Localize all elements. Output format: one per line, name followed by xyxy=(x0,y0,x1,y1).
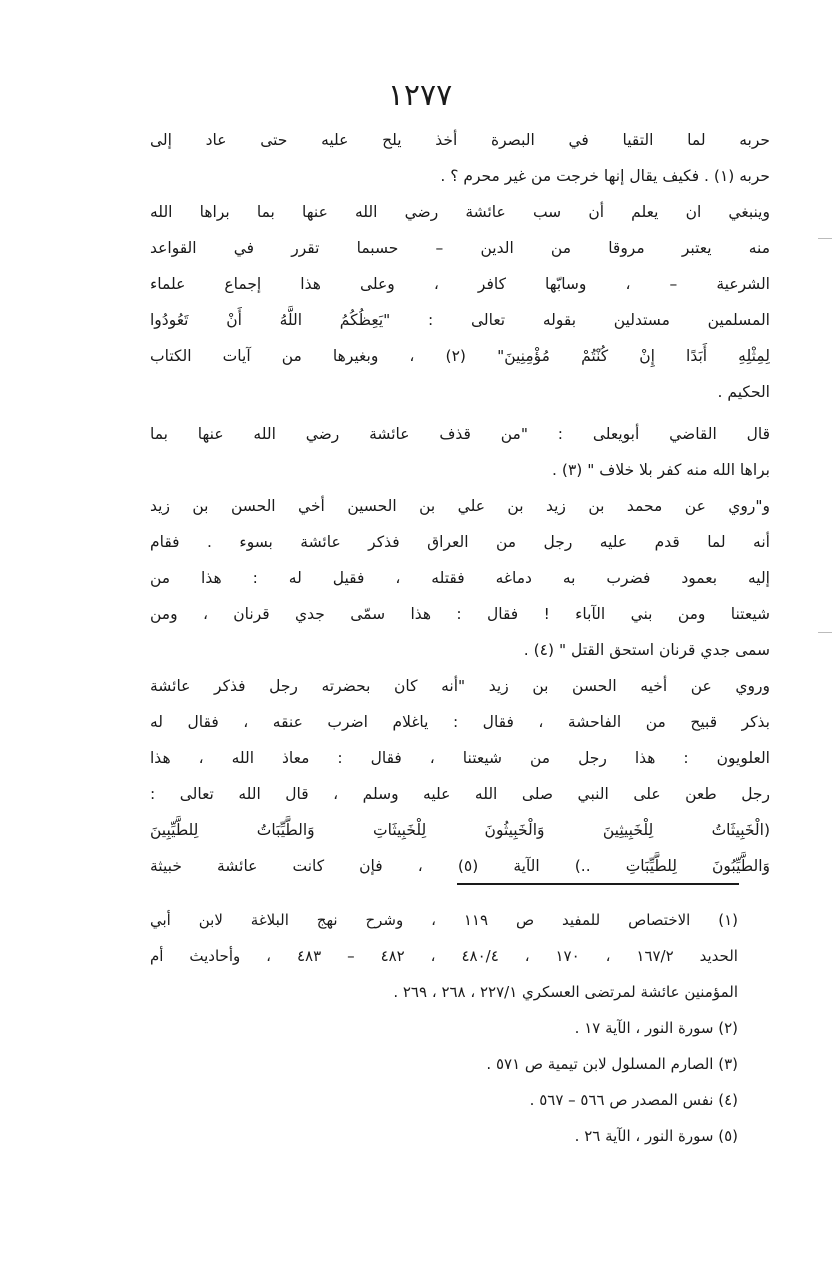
footnote-separator xyxy=(457,883,739,885)
text-line: الحكيم . xyxy=(717,383,770,401)
text-line: حربه (١) . فكيف يقال إنها خرجت من غير محرم ؟ . xyxy=(440,167,770,185)
main-text xyxy=(150,122,770,884)
footnote-line: (١) الاختصاص للمفيد ص ١١٩ ، وشرح نهج البلاغة لابن أبي xyxy=(150,911,738,929)
footnote-line: (٣) الصارم المسلول لابن تيمية ص ٥٧١ . xyxy=(486,1055,738,1073)
text-line: العلويون : هذا رجل من شيعتنا ، فقال : معاذ الله ، هذا xyxy=(150,749,770,767)
scan-artifact xyxy=(818,632,832,633)
quran-verse-line: (الْخَبِيثَاتُ لِلْخَبِيثِينَ وَالْخَبِيثُونَ لِلْخَبِيثَاتِ وَالطَّيِّبَاتُ لِلطَّيِّبِينَ xyxy=(150,821,770,839)
text-line: منه يعتبر مروقا من الدين – حسبما تقرر في القواعد xyxy=(150,239,770,257)
text-line: براها الله منه كفر بلا خلاف " (٣) . xyxy=(552,461,770,479)
text-line: الشرعية – ، وسابّها كافر ، وعلى هذا إجماع علماء xyxy=(150,275,770,293)
quran-verse-line: وَالطَّيِّبُونَ لِلطَّيِّبَاتِ ..) الآية (٥) ، فإن كانت عائشة خبيثة xyxy=(150,857,770,875)
text-line: قال القاضي أبويعلى : "من قذف عائشة رضي الله عنها بما xyxy=(150,425,770,443)
text-line: بذكر قبيح من الفاحشة ، فقال : ياغلام اضرب عنقه ، فقال له xyxy=(150,713,770,731)
text-line: وينبغي ان يعلم أن سب عائشة رضي الله عنها بما براها الله xyxy=(150,203,770,221)
scan-artifact xyxy=(818,238,832,239)
footnote-line: الحديد ١٦٧/٢ ، ١٧٠ ، ٤٨٠/٤ ، ٤٨٢ – ٤٨٣ ، وأحاديث أم xyxy=(150,947,738,965)
footnote-line: (٢) سورة النور ، الآية ١٧ . xyxy=(574,1019,738,1037)
text-line: رجل طعن على النبي صلى الله عليه وسلم ، قال الله تعالى : xyxy=(150,785,770,803)
text-line: وروي عن أخيه الحسن بن زيد "أنه كان بحضرته رجل فذكر عائشة xyxy=(150,677,770,695)
text-line: لِمِثْلِهِ أَبَدًا إِنْ كُنْتُمْ مُؤْمِنِينَ" (٢) ، وبغيرها من آيات الكتاب xyxy=(150,347,770,365)
text-line: سمى جدي قرنان استحق القتل " (٤) . xyxy=(523,641,770,659)
footnote-line: (٥) سورة النور ، الآية ٢٦ . xyxy=(574,1127,738,1145)
footnotes xyxy=(150,902,738,1154)
text-line: و"روي عن محمد بن زيد بن علي بن الحسين أخي الحسن بن زيد xyxy=(150,497,770,515)
text-line: إليه بعمود فضرب به دماغه فقتله ، فقيل له : هذا من xyxy=(150,569,770,587)
text-line: أنه لما قدم عليه رجل من العراق فذكر عائشة بسوء . فقام xyxy=(150,533,770,551)
text-line: حربه لما التقيا في البصرة أخذ يلح عليه حتى عاد إلى xyxy=(150,131,770,149)
text-line: شيعتنا ومن بني الآباء ! فقال : هذا سمّى جدي قرنان ، ومن xyxy=(150,605,770,623)
text-line: المسلمين مستدلين بقوله تعالى : "يَعِظُكُمُ اللَّهُ أَنْ تَعُودُوا xyxy=(150,311,770,329)
page-number: ١٢٧٧ xyxy=(387,78,453,113)
footnote-line: (٤) نفس المصدر ص ٥٦٦ – ٥٦٧ . xyxy=(529,1091,738,1109)
footnote-line: المؤمنين عائشة لمرتضى العسكري ٢٢٧/١ ، ٢٦٨ ، ٢٦٩ . xyxy=(393,983,738,1001)
